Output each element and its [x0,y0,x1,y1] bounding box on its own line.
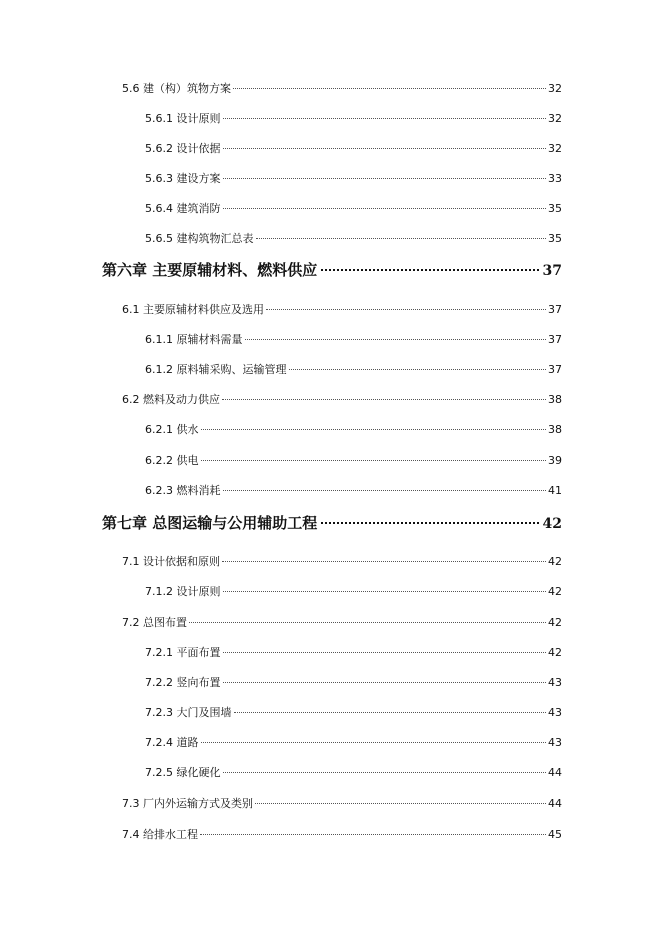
dot-leader [223,591,547,592]
toc-entry-page: 38 [548,393,562,406]
toc-entry-title: 5.6.5 建构筑物汇总表 [145,232,254,245]
dot-leader [223,490,547,491]
toc-chapter-entry[interactable] [102,259,562,280]
dot-leader [189,622,546,623]
toc-entry-page: 37 [548,333,562,346]
toc-entry-title: 5.6.4 建筑消防 [145,202,221,215]
toc-entry-title: 7.2.1 平面布置 [145,646,221,659]
toc-entry[interactable] [122,614,562,630]
toc-entry-title: 6.2.3 燃料消耗 [145,484,221,497]
dot-leader [200,834,546,835]
toc-entry[interactable] [145,331,562,347]
toc-entry[interactable] [145,200,562,216]
toc-entry[interactable] [122,391,562,407]
toc-entry[interactable] [145,170,562,186]
toc-entry-page: 44 [548,797,562,810]
toc-entry-title: 6.1.2 原料辅采购、运输管理 [145,363,287,376]
dot-leader [222,399,546,400]
toc-entry-page: 44 [548,766,562,779]
toc-entry[interactable] [145,674,562,690]
dot-leader [289,369,547,370]
dot-leader [256,238,547,239]
dot-leader [223,178,547,179]
toc-entry-page: 43 [548,706,562,719]
toc-entry-title: 7.2.3 大门及围墙 [145,706,232,719]
toc-entry[interactable] [145,110,562,126]
toc-entry-page: 37 [542,263,562,279]
toc-entry-title: 7.2.5 绿化硬化 [145,766,221,779]
toc-chapter-entry[interactable] [102,512,562,533]
toc-entry-title: 7.2.2 竖向布置 [145,676,221,689]
dot-leader [223,208,547,209]
toc-entry[interactable] [122,80,562,96]
toc-entry-page: 42 [548,646,562,659]
toc-entry-title: 7.1.2 设计原则 [145,585,221,598]
toc-entry-page: 41 [548,484,562,497]
toc-entry-title: 6.2.2 供电 [145,454,199,467]
dot-leader [222,561,546,562]
toc-entry[interactable] [122,301,562,317]
toc-entry-title: 6.2 燃料及动力供应 [122,393,220,406]
toc-entry[interactable] [145,421,562,437]
dot-leader [234,712,547,713]
toc-entry-title: 7.2.4 道路 [145,736,199,749]
toc-entry-page: 32 [548,112,562,125]
toc-entry-page: 42 [548,616,562,629]
toc-entry[interactable] [145,644,562,660]
toc-entry-page: 32 [548,142,562,155]
toc-entry-page: 42 [542,516,562,532]
toc-entry-title: 5.6.1 设计原则 [145,112,221,125]
toc-entry-title: 5.6 建（构）筑物方案 [122,82,231,95]
toc-entry-page: 33 [548,172,562,185]
toc-entry-page: 39 [548,454,562,467]
toc-entry-page: 37 [548,363,562,376]
dot-leader [223,118,547,119]
toc-entry[interactable] [145,452,562,468]
dot-leader [223,148,547,149]
toc-entry-page: 43 [548,676,562,689]
toc-entry-title: 第七章 总图运输与公用辅助工程 [102,514,318,532]
dot-leader [201,460,547,461]
dot-leader [201,429,547,430]
toc-entry[interactable] [122,795,562,811]
toc-entry-page: 37 [548,303,562,316]
toc-entry[interactable] [145,583,562,599]
dot-leader [266,309,546,310]
toc-entry-page: 42 [548,555,562,568]
toc-entry[interactable] [145,361,562,377]
toc-entry[interactable] [145,704,562,720]
toc-entry-title: 5.6.3 建设方案 [145,172,221,185]
toc-entry-page: 42 [548,585,562,598]
dot-leader [255,803,546,804]
toc-entry[interactable] [145,140,562,156]
dot-leader [223,772,547,773]
toc-entry-title: 7.3 厂内外运输方式及类别 [122,797,253,810]
toc-entry-page: 38 [548,423,562,436]
dot-leader [245,339,547,340]
toc-entry[interactable] [145,482,562,498]
dot-leader [223,652,547,653]
toc-entry-page: 35 [548,232,562,245]
dot-leader [201,742,547,743]
toc-entry-title: 6.2.1 供水 [145,423,199,436]
toc-entry[interactable] [145,764,562,780]
toc-entry-page: 45 [548,828,562,841]
toc-entry-title: 第六章 主要原辅材料、燃料供应 [102,261,318,279]
toc-entry[interactable] [122,553,562,569]
toc-entry-title: 6.1.1 原辅材料需量 [145,333,243,346]
toc-entry-title: 5.6.2 设计依据 [145,142,221,155]
toc-entry-page: 32 [548,82,562,95]
toc-entry-title: 7.1 设计依据和原则 [122,555,220,568]
dot-leader [223,682,547,683]
toc-entry-page: 43 [548,736,562,749]
toc-entry[interactable] [122,826,562,842]
toc-entry-title: 7.4 给排水工程 [122,828,198,841]
toc-entry-title: 7.2 总图布置 [122,616,187,629]
toc-entry[interactable] [145,230,562,246]
dot-leader [233,88,546,89]
toc-entry[interactable] [145,734,562,750]
toc-entry-page: 35 [548,202,562,215]
dot-leader [321,522,538,524]
toc-entry-title: 6.1 主要原辅材料供应及选用 [122,303,264,316]
dot-leader [321,269,538,271]
